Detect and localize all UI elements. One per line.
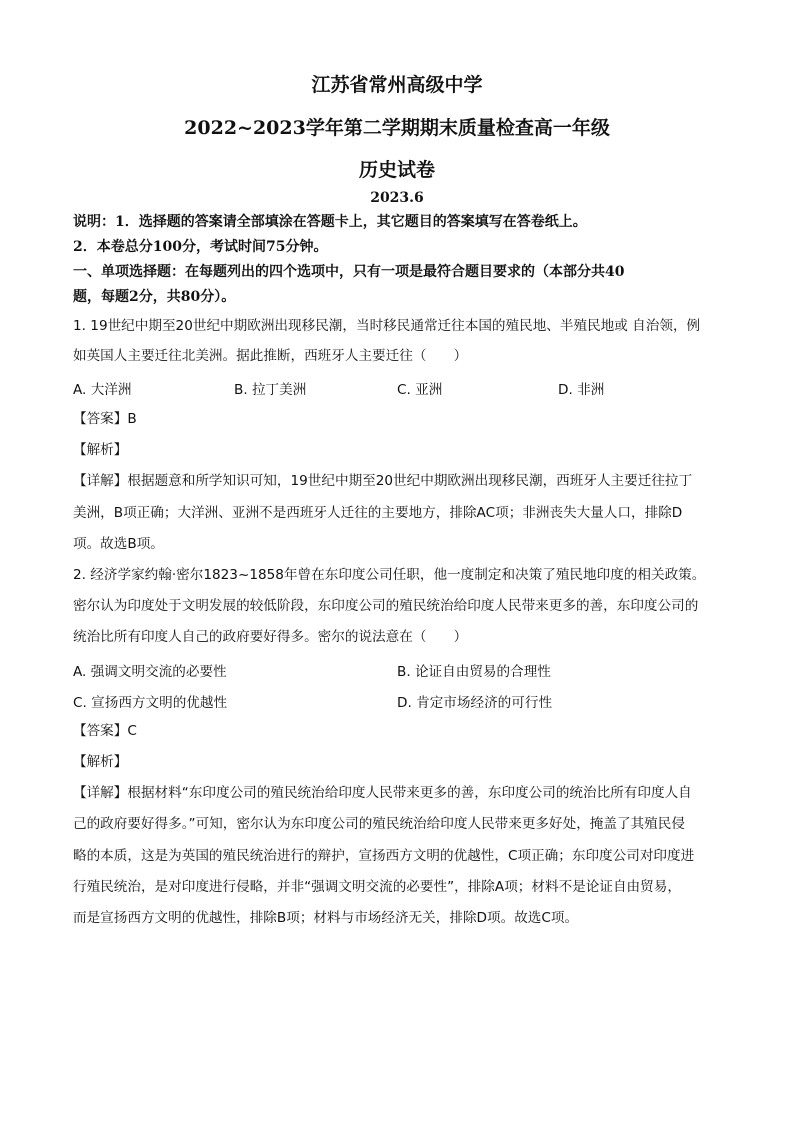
section-heading-line-1: 一、单项选择题：在每题列出的四个选项中，只有一项是最符合题目要求的（本部分共40 <box>73 264 625 280</box>
question-2-stem-line-2: 密尔认为印度处于文明发展的较低阶段，东印度公司的殖民统治给印度人民带来更多的善，东印度公司的 <box>73 598 699 614</box>
question-2-detail-line-1: 【详解】根据材料“东印度公司的殖民统治给印度人民带来更多的善，东印度公司的统治比所有印度人自 <box>73 785 692 801</box>
question-2-detail-line-4: 行殖民统治，是对印度进行侵略，并非“强调文明交流的必要性”，排除A项；材料不是论证自由贸易， <box>73 879 681 895</box>
question-2-stem-line-1: 2. 经济学家约翰·密尔1823~1858年曾在东印度公司任职，他一度制定和决策了殖民地印度的相关政策。 <box>73 567 706 583</box>
question-1-detail-line-2: 美洲，B项正确；大洋洲、亚洲不是西班牙人迁往的主要地方，排除AC项；非洲丧失大量人口，排除D <box>73 505 683 521</box>
question-1-option-a: A. 大洋洲 <box>73 382 132 398</box>
question-2-option-c: C. 宣扬西方文明的优越性 <box>73 695 228 711</box>
question-2-detail-line-5: 而是宣扬西方文明的优越性，排除B项；材料与市场经济无关，排除D项。故选C项。 <box>73 910 579 926</box>
exam-date: 2023.6 <box>370 190 424 206</box>
question-1-option-c: C. 亚洲 <box>397 382 443 398</box>
question-2-option-b: B. 论证自由贸易的合理性 <box>397 664 551 680</box>
question-2-analysis-label: 【解析】 <box>73 754 128 770</box>
question-1-stem-line-2: 如英国人主要迁往北美洲。据此推断，西班牙人主要迁往（ ） <box>73 348 468 364</box>
subject-title: 历史试卷 <box>358 159 435 181</box>
instruction-line-2: 2．本卷总分100分，考试时间75分钟。 <box>73 239 328 255</box>
question-2-answer: 【答案】C <box>73 723 137 739</box>
school-title: 江苏省常州高级中学 <box>311 74 483 96</box>
question-1-option-b: B. 拉丁美洲 <box>234 382 307 398</box>
question-2-option-d: D. 肯定市场经济的可行性 <box>397 695 553 711</box>
section-heading-line-2: 题，每题2分，共80分）。 <box>73 289 236 305</box>
question-2-detail-line-3: 略的本质，这是为英国的殖民统治进行的辩护，宣扬西方文明的优越性，C项正确；东印度公司对印度进 <box>73 848 695 864</box>
question-2-detail-line-2: 己的政府要好得多。”可知，密尔认为东印度公司的殖民统治给印度人民带来更多好处，掩盖了其殖民侵 <box>73 816 685 832</box>
question-2-option-a: A. 强调文明交流的必要性 <box>73 664 227 680</box>
question-1-analysis-label: 【解析】 <box>73 442 128 458</box>
instruction-line-1: 说明：1．选择题的答案请全部填涂在答题卡上，其它题目的答案填写在答卷纸上。 <box>73 214 587 230</box>
question-1-stem-line-1: 1. 19世纪中期至20世纪中期欧洲出现移民潮，当时移民通常迁往本国的殖民地、半殖民地或 自治领，例 <box>73 318 701 334</box>
question-2-stem-line-3: 统治比所有印度人自己的政府要好得多。密尔的说法意在（ ） <box>73 629 468 645</box>
question-1-detail-line-1: 【详解】根据题意和所学知识可知，19世纪中期至20世纪中期欧洲出现移民潮，西班牙人主要迁往拉丁 <box>73 473 693 489</box>
exam-title: 2022~2023学年第二学期期末质量检查高一年级 <box>184 117 610 139</box>
question-1-answer: 【答案】B <box>73 411 137 427</box>
question-1-option-d: D. 非洲 <box>558 382 605 398</box>
question-1-detail-line-3: 项。故选B项。 <box>73 536 164 552</box>
